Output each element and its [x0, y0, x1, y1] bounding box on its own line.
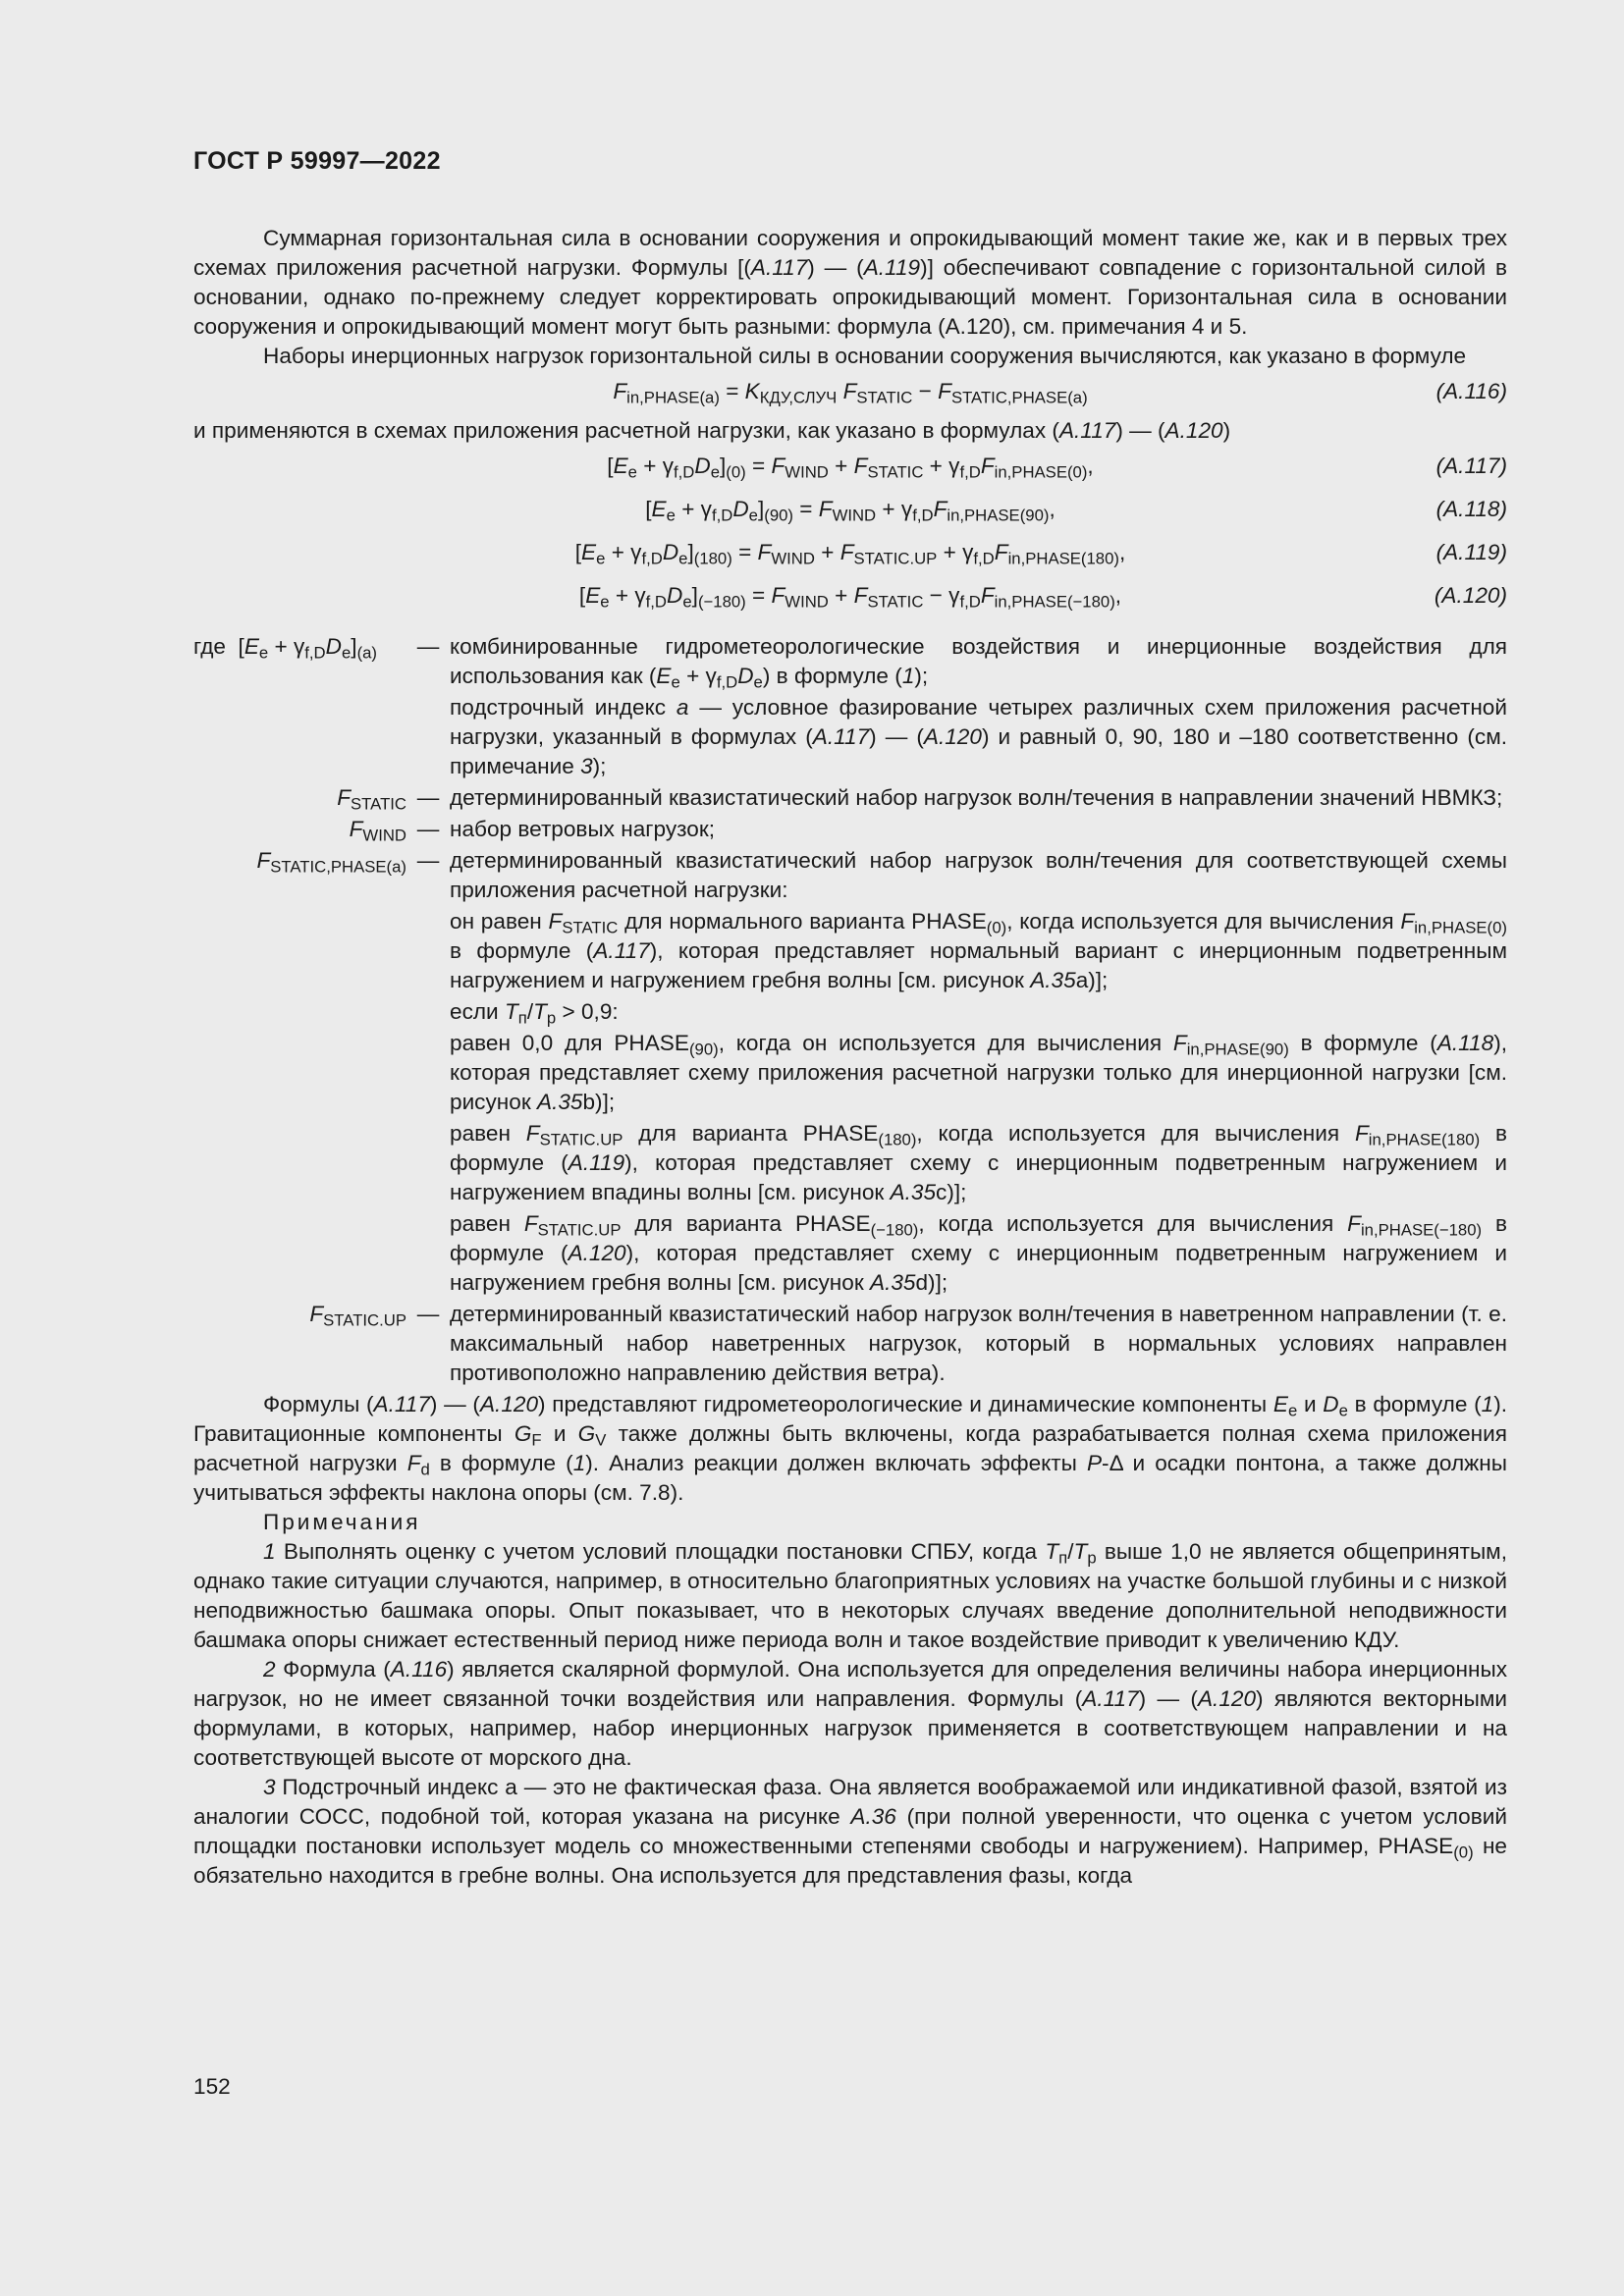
paragraph-4: Формулы (A.117) — (A.120) представляют гидрометеорологические и динамические компоненты $E_e$ и $D_e$ в формуле (1). Гравитационные компоненты $G_F$ и $G_V$ также должны быть включены, когда разрабатывается полная схема приложения расчетной нагрузки $F_d$ в формуле (1). Анализ реакции должен включать эффекты P-Δ и осадки понтона, а также должны учитываться эффекты наклона опоры (см. 7.8). [193, 1392, 1508, 1505]
equation-number: (A.118) [1435, 497, 1507, 521]
note-2: 2 Формула (A.116) является скалярной формулой. Она используется для определения величины набора инерционных нагрузок, но не имеет связанной точки воздействия или направления. Формулы (A.117) — (A.120) являются векторными формулами, в которых, например, набор инерционных нагрузок применяется в соответствующем направлении и на соответствующей высоте от морского дна. [193, 1657, 1507, 1770]
note-1: 1 Выполнять оценку с учетом условий площадки постановки СПБУ, когда $T_п/T_р$ выше 1,0 не является общепринятым, однако такие ситуации случаются, например, в относительно благоприятных условиях на участке большой глубины и с низкой неподвижностью башмака опоры. Опыт показывает, что в некоторых случаях введение дополнительной неподвижности башмака опоры снижает естественный период ниже периода волн и такое воздействие приводит к увеличению КДУ. [193, 1539, 1507, 1652]
definition-f-wind: $F_{WIND}$ — набор ветровых нагрузок; [349, 817, 715, 845]
document-body [193, 224, 1507, 1891]
page-number: 152 [193, 2074, 231, 2099]
equation-a118: $[E_e + \gamma_{f,D}D_e]_{(90)} = F_{WIND} + \gamma_{f,D}F_{in,PHASE(90)}$, (A.118) [645, 497, 1507, 525]
definition-f-static-phase: $F_{STATIC,PHASE(a)}$ — детерминированный квазистатический набор нагрузок волн/течения для соответствующей схемы приложения расчетной нагрузки: он равен $F_{STATIC}$ для нормального варианта $PHASE_{(0)}$, когда используется для вычисления $F_{in,PHASE(0)}$ в формуле (A.117), которая представляет нормальный вариант с инерционным подветренным нагружением и нагружением гребня волны [см. рисунок A.35a)]; если $T_п/T_р > 0,9$: равен 0,0 для $PHASE_{(90)}$, когда он используется для вычисления $F_{in,PHASE(90)}$ в формуле (A.118), которая представляет схему приложения расчетной нагрузки только для инерционной нагрузки [см. рисунок A.35b)]; равен $F_{STATIC.UP}$ для варианта $PHASE_{(180)}$, когда используется для вычисления $F_{in,PHASE(180)}$ в формуле (A.119), которая представляет схему с инерционным подветренным нагружением и нагружением впадины волны [см. рисунок A.35c)]; равен $F_{STATIC.UP}$ для варианта $PHASE_{(-180)}$, когда используется для вычисления $F_{in,PHASE(-180)}$ в формуле (A.120), которая представляет схему с инерционным подветренным нагружением и нагружением гребня волны [см. рисунок A.35d)]; [256, 848, 1508, 1295]
equation-number: (A.120) [1434, 583, 1507, 608]
equation-a117: $[E_e + \gamma_{f,D}D_e]_{(0)} = F_{WIND} + F_{STATIC} + \gamma_{f,D}F_{in,PHASE(0)}$, (A.117) [607, 454, 1507, 482]
equation-a119: $[E_e + \gamma_{f,D}D_e]_{(180)} = F_{WIND} + F_{STATIC.UP} + \gamma_{f,D}F_{in,PHASE(180)}$, (A.119) [574, 540, 1507, 568]
definition-f-static-up: $F_{STATIC.UP}$ — детерминированный квазистатический набор нагрузок волн/течения в наветренном направлении (т. е. максимальный набор наветренных нагрузок, который в нормальных условиях направлен противоположно направлению действия ветра). [309, 1302, 1507, 1385]
equation-a120: $[E_e + \gamma_{f,D}D_e]_{(-180)} = F_{WIND} + F_{STATIC} - \gamma_{f,D}F_{in,PHASE(-180)}$, (A.120) [578, 583, 1507, 612]
equation-number: (A.116) [1435, 379, 1507, 403]
equation-a116: $F_{in,PHASE(a)} = K_{КДУ,СЛУЧ}$ $F_{STATIC} - F_{STATIC,PHASE(a)}$ (A.116) [613, 379, 1507, 407]
definition-e-combined: где $[E_e + \gamma_{f,D}D_e]_{(a)}$ — комбинированные гидрометеорологические воздействия и инерционные воздействия для использования как $(E_e + \gamma_{f,D}D_e)$ в формуле (1); подстрочный индекс a — условное фазирование четырех различных схем приложения расчетной нагрузки, указанный в формулах (A.117) — (A.120) и равный 0, 90, 180 и –180 соответственно (см. примечание 3); [193, 634, 1507, 778]
note-3: 3 Подстрочный индекс а — это не фактическая фаза. Она является воображаемой или индикативной фазой, взятой из аналогии СОСС, подобной той, которая указана на рисунке A.36 (при полной уверенности, что оценка с учетом условий площадки постановки использует модель со множественными степенями свободы и нагружением). Например, $PHASE_{(0)}$ не обязательно находится в гребне волны. Она используется для представления фазы, когда [193, 1775, 1507, 1888]
notes-title: Примечания [263, 1510, 421, 1534]
document-header: ГОСТ Р 59997—2022 [193, 147, 441, 175]
definitions-list [193, 632, 1507, 1390]
equation-number: (A.119) [1435, 540, 1507, 564]
paragraph-3: и применяются в схемах приложения расчетной нагрузки, как указано в формулах (A.117) — (A.120) [193, 418, 1231, 443]
paragraph-1: Суммарная горизонтальная сила в основании сооружения и опрокидывающий момент такие же, как и в первых трех схемах приложения расчетной нагрузки. Формулы [(A.117) — (A.119)] обеспечивают совпадение с горизонтальной силой в основании, однако по-прежнему следует корректировать опрокидывающий момент. Горизонтальная сила в основании сооружения и опрокидывающий момент могут быть разными: формула (A.120), см. примечания 4 и 5. [193, 226, 1508, 339]
definition-f-static: $F_{STATIC}$ — детерминированный квазистатический набор нагрузок волн/течения в направлении значений НВМКЗ; [337, 785, 1503, 814]
paragraph-2: Наборы инерционных нагрузок горизонтальной силы в основании сооружения вычисляются, как указано в формуле [263, 344, 1467, 368]
equation-number: (A.117) [1435, 454, 1507, 478]
